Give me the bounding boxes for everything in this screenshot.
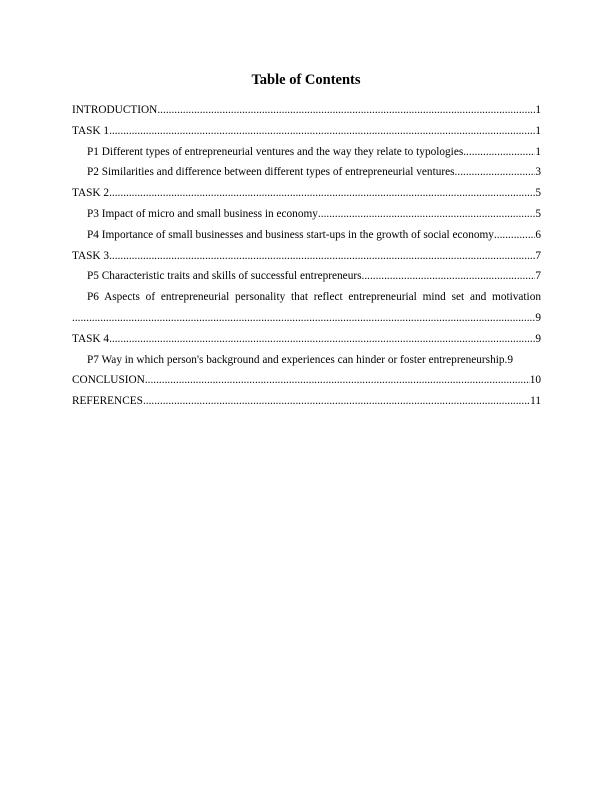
toc-entry-text: TASK 1 xyxy=(72,124,110,137)
toc-page-number: 11 xyxy=(530,395,541,408)
toc-page-number: 6 xyxy=(535,228,541,241)
dot-leader xyxy=(109,329,535,350)
toc-page-number: 1 xyxy=(535,124,541,137)
toc-entry-p4[interactable] xyxy=(72,225,541,246)
toc-entry-introduction[interactable] xyxy=(72,100,541,121)
toc-page-number: 7 xyxy=(535,249,541,262)
toc-page-number: 9 xyxy=(507,353,513,366)
dot-leader xyxy=(494,225,535,246)
dot-leader xyxy=(362,266,536,287)
toc-entry-p5[interactable] xyxy=(72,266,541,287)
dot-leader xyxy=(455,162,536,183)
toc-entry-text: P5 Characteristic traits and skills of successful entrepreneurs xyxy=(87,270,362,283)
toc-title: Table of Contents xyxy=(251,72,361,88)
dot-leader: . xyxy=(504,353,508,366)
toc-entry-p6[interactable] xyxy=(72,287,541,308)
toc-page-number: 10 xyxy=(529,374,541,387)
toc-list xyxy=(72,100,541,412)
dot-leader xyxy=(72,308,535,329)
toc-entry-p6-continuation[interactable] xyxy=(72,308,541,329)
toc-entry-text: P6 Aspects of entrepreneurial personality that reflect entrepreneurial mind set and motivation xyxy=(87,291,541,304)
toc-entry-task-3[interactable] xyxy=(72,246,541,267)
toc-page-number: 1 xyxy=(535,104,541,116)
toc-page-number: 5 xyxy=(535,187,541,200)
dot-leader xyxy=(109,121,535,142)
toc-entry-p7[interactable] xyxy=(72,350,541,371)
dot-leader xyxy=(145,370,530,391)
toc-entry-text: P1 Different types of entrepreneurial ventures and the way they relate to typologies xyxy=(87,145,464,158)
toc-page-number: 9 xyxy=(535,332,541,345)
toc-entry-task-2[interactable] xyxy=(72,183,541,204)
dot-leader xyxy=(109,183,535,204)
toc-page-number: 7 xyxy=(535,270,541,283)
toc-entry-text: CONCLUSION xyxy=(72,374,145,387)
toc-page-number: 3 xyxy=(535,166,541,179)
dot-leader xyxy=(318,204,535,225)
dot-leader xyxy=(143,391,530,412)
toc-page-number: 5 xyxy=(535,207,541,220)
toc-entry-conclusion[interactable] xyxy=(72,370,541,391)
toc-page-number: 9 xyxy=(535,311,541,324)
toc-entry-task-1[interactable] xyxy=(72,121,541,142)
toc-entry-text: TASK 2 xyxy=(72,187,110,200)
toc-entry-references[interactable] xyxy=(72,391,541,412)
dot-leader xyxy=(463,142,535,163)
toc-entry-text: INTRODUCTION xyxy=(72,104,158,116)
toc-entry-text: P3 Impact of micro and small business in economy xyxy=(87,207,318,220)
toc-entry-task-4[interactable] xyxy=(72,329,541,350)
toc-entry-text: P2 Similarities and difference between different types of entrepreneurial ventures xyxy=(87,166,455,179)
toc-page-number: 1 xyxy=(535,145,541,158)
toc-entry-p1[interactable] xyxy=(72,142,541,163)
dot-leader xyxy=(109,246,535,267)
toc-entry-p2[interactable] xyxy=(72,162,541,183)
toc-entry-text: REFERENCES xyxy=(72,395,143,408)
toc-entry-p3[interactable] xyxy=(72,204,541,225)
dot-leader xyxy=(157,100,535,121)
toc-entry-text: TASK 3 xyxy=(72,249,110,262)
toc-entry-text: TASK 4 xyxy=(72,332,110,345)
toc-entry-text: P7 Way in which person's background and experiences can hinder or foster entrepreneurship xyxy=(87,353,505,366)
toc-entry-text: P4 Importance of small businesses and business start-ups in the growth of social economy xyxy=(87,228,494,241)
